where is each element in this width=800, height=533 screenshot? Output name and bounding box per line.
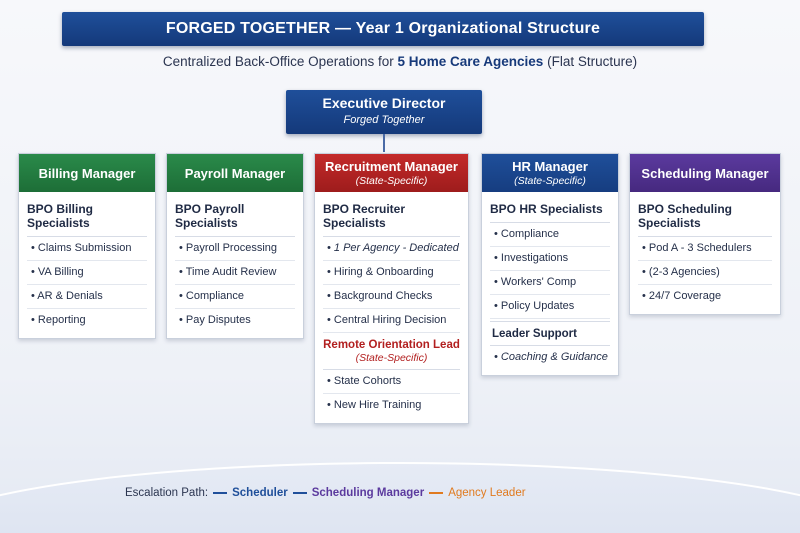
- list-item: • Pay Disputes: [179, 314, 251, 326]
- billing-card-body: [19, 192, 155, 338]
- page-title: [62, 12, 704, 46]
- hr-manager-title: HR Manager: [512, 159, 588, 174]
- list-item: • 1 Per Agency - Dedicated: [323, 237, 460, 261]
- list-item: • Compliance: [175, 285, 295, 309]
- payroll-manager-header: [167, 154, 303, 192]
- list-item: • Compliance: [490, 223, 610, 247]
- recruitment-manager-subtitle: (State-Specific): [355, 175, 428, 187]
- billing-manager-header: [19, 154, 155, 192]
- executive-director-box: [286, 90, 482, 134]
- payroll-section-title: BPO Payroll Specialists: [175, 196, 295, 237]
- recruitment-manager-header: [315, 154, 468, 192]
- list-item: • AR & Denials: [27, 285, 147, 309]
- list-item: • Reporting: [31, 314, 86, 326]
- list-item: • 24/7 Coverage: [642, 290, 722, 302]
- billing-section-title: BPO Billing Specialists: [27, 196, 147, 237]
- escalation-dash-icon: [429, 492, 443, 494]
- hr-card-body: [482, 192, 618, 375]
- page-title-text: FORGED TOGETHER — Year 1 Organizational Structure: [165, 20, 601, 37]
- hr-manager-subtitle: (State-Specific): [514, 175, 586, 187]
- list-item: • Background Checks: [323, 285, 460, 309]
- escalation-label: Escalation Path:: [125, 487, 209, 499]
- payroll-card-body: [167, 192, 303, 338]
- recruitment-manager-card: [314, 153, 469, 424]
- list-item: • Claims Submission: [27, 237, 147, 261]
- list-item: • Payroll Processing: [175, 237, 295, 261]
- orientation-lead-subtitle: (State-Specific): [355, 352, 428, 364]
- recruitment-manager-title: Recruitment Manager: [325, 159, 458, 174]
- executive-connector-line: [383, 134, 385, 152]
- hr-manager-card: [481, 153, 619, 376]
- list-item: • Hiring & Onboarding: [323, 261, 460, 285]
- payroll-manager-title: Payroll Manager: [184, 165, 286, 181]
- escalation-dash-icon: [213, 492, 227, 494]
- scheduling-manager-title: Scheduling Manager: [641, 165, 769, 181]
- scheduling-section-title: BPO Scheduling Specialists: [638, 196, 772, 237]
- page-subtitle: [0, 54, 800, 69]
- scheduling-manager-header: [630, 154, 780, 192]
- escalation-step-scheduling-manager: Scheduling Manager: [311, 487, 425, 499]
- escalation-path: [125, 487, 526, 499]
- executive-title: Executive Director: [322, 95, 446, 111]
- recruitment-card-body: [315, 192, 468, 423]
- hr-manager-header: [482, 154, 618, 192]
- list-item: • Pod A - 3 Schedulers: [638, 237, 772, 261]
- billing-manager-card: [18, 153, 156, 339]
- list-item: • Investigations: [490, 247, 610, 271]
- scheduling-manager-card: [629, 153, 781, 315]
- list-item: • State Cohorts: [323, 370, 460, 394]
- payroll-manager-card: [166, 153, 304, 339]
- list-item: • VA Billing: [27, 261, 147, 285]
- list-item: • Central Hiring Decision: [323, 309, 460, 333]
- orientation-lead-header: [323, 333, 460, 370]
- escalation-dash-icon: [293, 492, 307, 494]
- executive-subtitle: Forged Together: [343, 114, 425, 126]
- list-item: • Coaching & Guidance: [494, 351, 608, 363]
- list-item: • (2-3 Agencies): [638, 261, 772, 285]
- scheduling-card-body: [630, 192, 780, 314]
- list-item: • Workers' Comp: [490, 271, 610, 295]
- list-item: • Time Audit Review: [175, 261, 295, 285]
- billing-manager-title: Billing Manager: [38, 165, 136, 181]
- subtitle-agencies: 5 Home Care Agencies: [397, 54, 544, 69]
- recruitment-section-title: BPO Recruiter Specialists: [323, 196, 460, 237]
- hr-section-title: BPO HR Specialists: [490, 196, 610, 223]
- escalation-step-agency-leader: Agency Leader: [448, 487, 526, 499]
- subtitle-prefix: Centralized Back-Office Operations for: [162, 54, 394, 69]
- leader-support-title: Leader Support: [490, 321, 610, 346]
- list-item: • Policy Updates: [490, 295, 610, 319]
- list-item: • New Hire Training: [327, 399, 422, 411]
- escalation-step-scheduler: Scheduler: [232, 487, 288, 499]
- orientation-lead-title: Remote Orientation Lead: [323, 339, 460, 351]
- subtitle-suffix: (Flat Structure): [547, 54, 638, 69]
